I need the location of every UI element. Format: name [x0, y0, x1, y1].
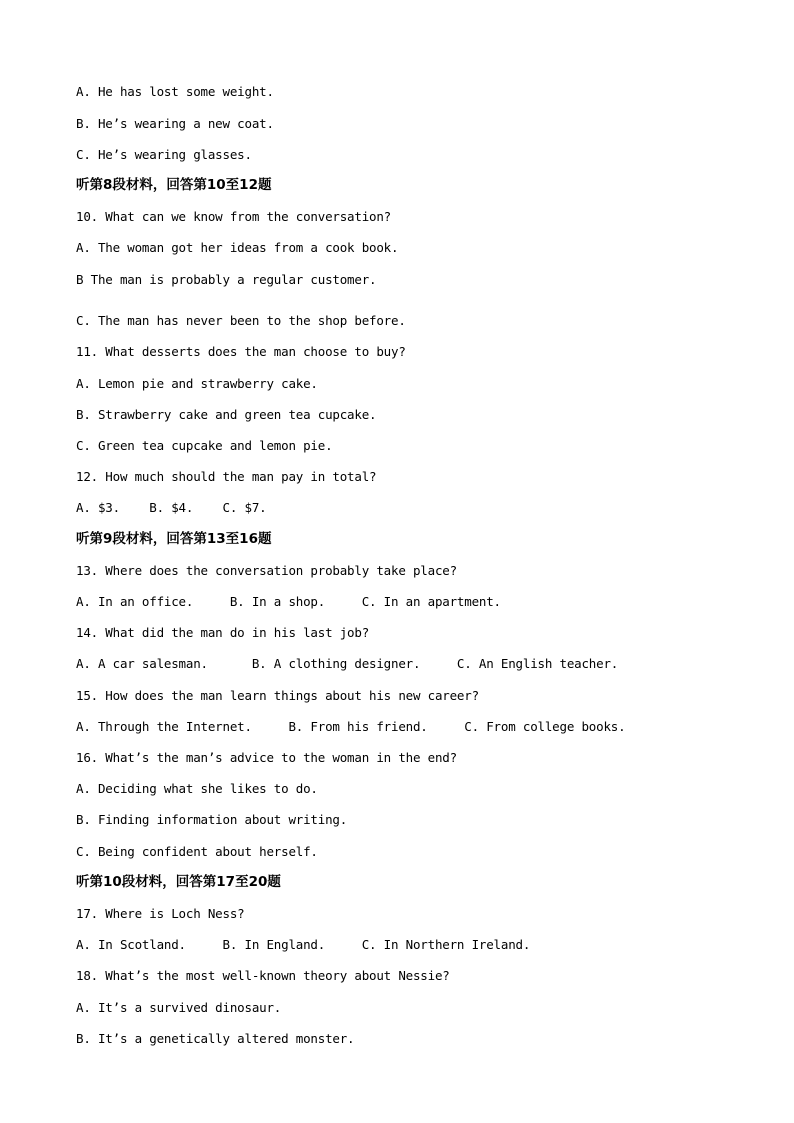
- question-line: 11. What desserts does the man choose to buy?: [76, 344, 406, 359]
- option-line: A. In an office. B. In a shop. C. In an apartment.: [76, 594, 501, 609]
- question-line: 15. How does the man learn things about his new career?: [76, 688, 479, 703]
- option-line: B. He’s wearing a new coat.: [76, 116, 274, 131]
- question-line: 10. What can we know from the conversation?: [76, 209, 392, 224]
- option-line: C. Being confident about herself.: [76, 844, 318, 859]
- section-heading: 听第8段材料，回答第10至12题: [76, 177, 272, 193]
- option-line: B. Finding information about writing.: [76, 812, 348, 827]
- question-line: 14. What did the man do in his last job?: [76, 625, 370, 640]
- option-line: A. Through the Internet. B. From his friend. C. From college books.: [76, 719, 626, 734]
- option-line: A. The woman got her ideas from a cook book.: [76, 240, 399, 255]
- question-line: 13. Where does the conversation probably take place?: [76, 563, 457, 578]
- question-line: 17. Where is Loch Ness?: [76, 906, 245, 921]
- option-line: C. The man has never been to the shop before.: [76, 313, 406, 328]
- option-line: A. Deciding what she likes to do.: [76, 781, 318, 796]
- option-line: A. In Scotland. B. In England. C. In Northern Ireland.: [76, 937, 531, 952]
- option-line: A. A car salesman. B. A clothing designer. C. An English teacher.: [76, 656, 619, 671]
- section-heading: 听第9段材料，回答第13至16题: [76, 531, 272, 547]
- option-line: A. It’s a survived dinosaur.: [76, 1000, 282, 1015]
- section-heading: 听第10段材料，回答第17至20题: [76, 874, 281, 890]
- option-line: C. He’s wearing glasses.: [76, 147, 252, 162]
- option-line: A. Lemon pie and strawberry cake.: [76, 376, 318, 391]
- option-line: A. $3. B. $4. C. $7.: [76, 500, 267, 515]
- option-line: B. Strawberry cake and green tea cupcake.: [76, 407, 377, 422]
- option-line: A. He has lost some weight.: [76, 84, 274, 99]
- question-line: 18. What’s the most well-known theory about Nessie?: [76, 968, 450, 983]
- option-line: B. It’s a genetically altered monster.: [76, 1031, 355, 1046]
- option-line: B The man is probably a regular customer.: [76, 272, 377, 287]
- option-line: C. Green tea cupcake and lemon pie.: [76, 438, 333, 453]
- question-line: 12. How much should the man pay in total?: [76, 469, 377, 484]
- question-line: 16. What’s the man’s advice to the woman in the end?: [76, 750, 457, 765]
